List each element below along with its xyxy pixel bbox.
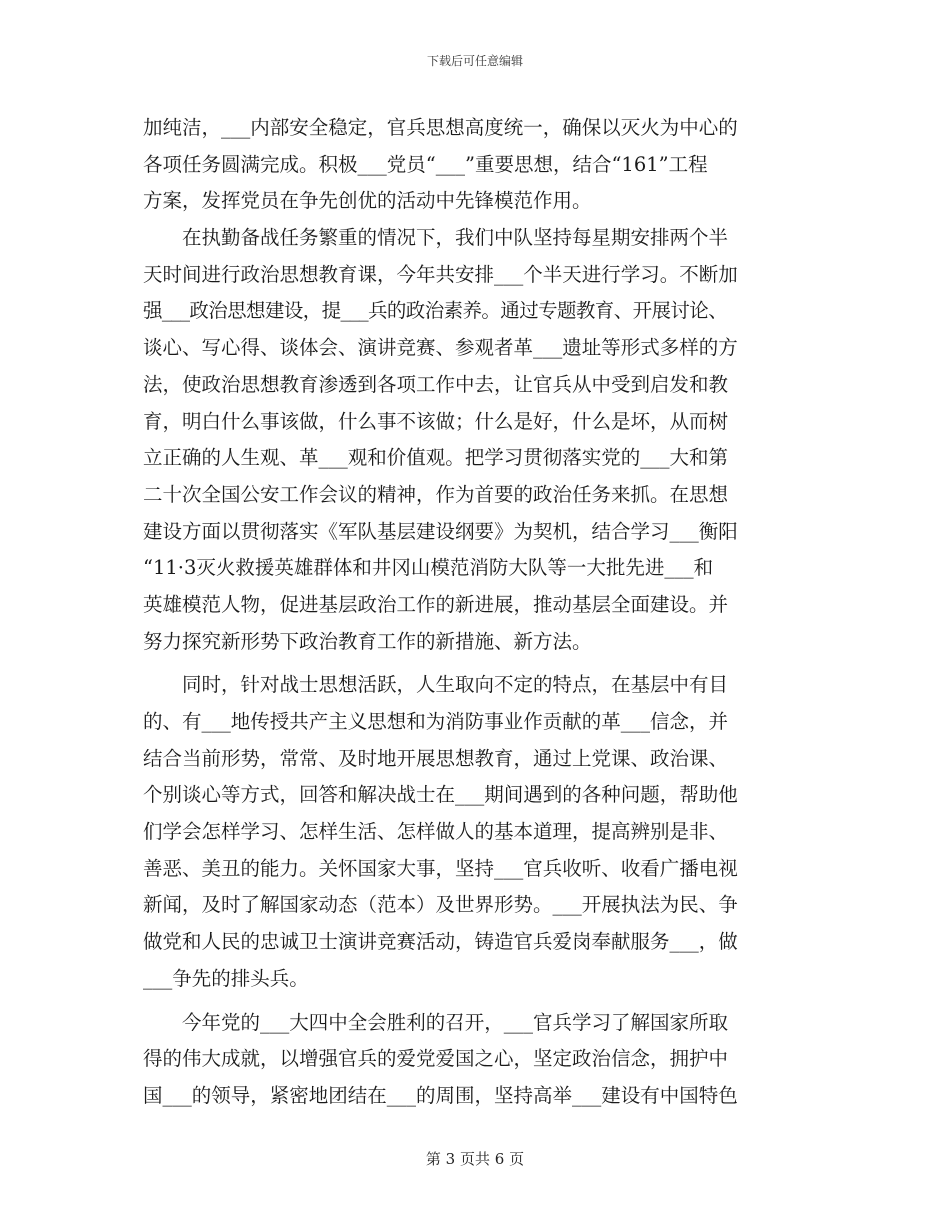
text-line: 二十次全国公安工作会议的精神，作为首要的政治任务来抓。在思想 (143, 482, 729, 506)
text-line: 们学会怎样学习、怎样生活、怎样做人的基本道理，提高辨别是非、 (143, 820, 729, 844)
text-line: ___争先的排头兵。 (143, 966, 309, 990)
text-line: 加纯洁，___内部安全稳定，官兵思想高度统一，确保以灭火为中心的 (143, 116, 738, 139)
text-line: 各项任务圆满完成。积极___党员“___”重要思想，结合“161”工程 (143, 152, 708, 176)
page-footer: 第 3 页共 6 页 (425, 1150, 525, 1168)
text-line: 个别谈心等方式，回答和解决战士在___期间遇到的各种问题，帮助他 (143, 783, 738, 807)
text-line: 做党和人民的忠诚卫士演讲竞赛活动，铸造官兵爱岗奉献服务___，做 (143, 930, 738, 954)
page-header: 下载后可任意编辑 (426, 54, 523, 68)
text-line: 法，使政治思想教育渗透到各项工作中去，让官兵从中受到启发和教 (143, 372, 729, 396)
text-line: 立正确的人生观、革___观和价值观。把学习贯彻落实党的___大和第 (143, 446, 729, 470)
document-body (143, 110, 823, 1115)
text-line: 育，明白什么事该做，什么事不该做；什么是好，什么是坏，从而树 (143, 409, 729, 433)
text-line: 努力探究新形势下政治教育工作的新措施、新方法。 (143, 629, 592, 653)
text-line: 得的伟大成就，以增强官兵的爱党爱国之心，坚定政治信念，拥护中 (143, 1047, 729, 1071)
text-line: 善恶、美丑的能力。关怀国家大事，坚持___官兵收听、收看广播电视 (143, 856, 738, 880)
text-line: 新闻，及时了解国家动态（范本）及世界形势。___开展执法为民、争 (143, 893, 738, 917)
text-line: 谈心、写心得、谈体会、演讲竞赛、参观者革___遗址等形式多样的方 (143, 336, 738, 360)
text-line: “11·3灭火救援英雄群体和井冈山模范消防大队等一大批先进___和 (143, 556, 714, 580)
text-line: 的、有___地传授共产主义思想和为消防事业作贡献的革___信念，并 (143, 710, 729, 733)
text-line: 在执勤备战任务繁重的情况下，我们中队坚持每星期安排两个半 (143, 226, 729, 250)
text-line: 国___的领导，紧密地团结在___的周围，坚持高举___建设有中国特色 (143, 1083, 738, 1107)
text-line: 结合当前形势，常常、及时地开展思想教育，通过上党课、政治课、 (143, 746, 729, 770)
text-line: 方案，发挥党员在争先创优的活动中先锋模范作用。 (143, 189, 592, 213)
text-line: 今年党的___大四中全会胜利的召开，___官兵学习了解国家所取 (143, 1010, 729, 1034)
text-line: 同时，针对战士思想活跃，人生取向不定的特点，在基层中有目 (143, 673, 729, 697)
text-line: 英雄模范人物，促进基层政治工作的新进展，推动基层全面建设。并 (143, 592, 729, 616)
text-line: 强___政治思想建设，提___兵的政治素养。通过专题教育、开展讨论、 (143, 299, 728, 323)
text-line: 天时间进行政治思想教育课，今年共安排___个半天进行学习。不断加 (143, 262, 738, 286)
text-line: 建设方面以贯彻落实《军队基层建设纲要》为契机，结合学习___衡阳 (143, 519, 738, 543)
